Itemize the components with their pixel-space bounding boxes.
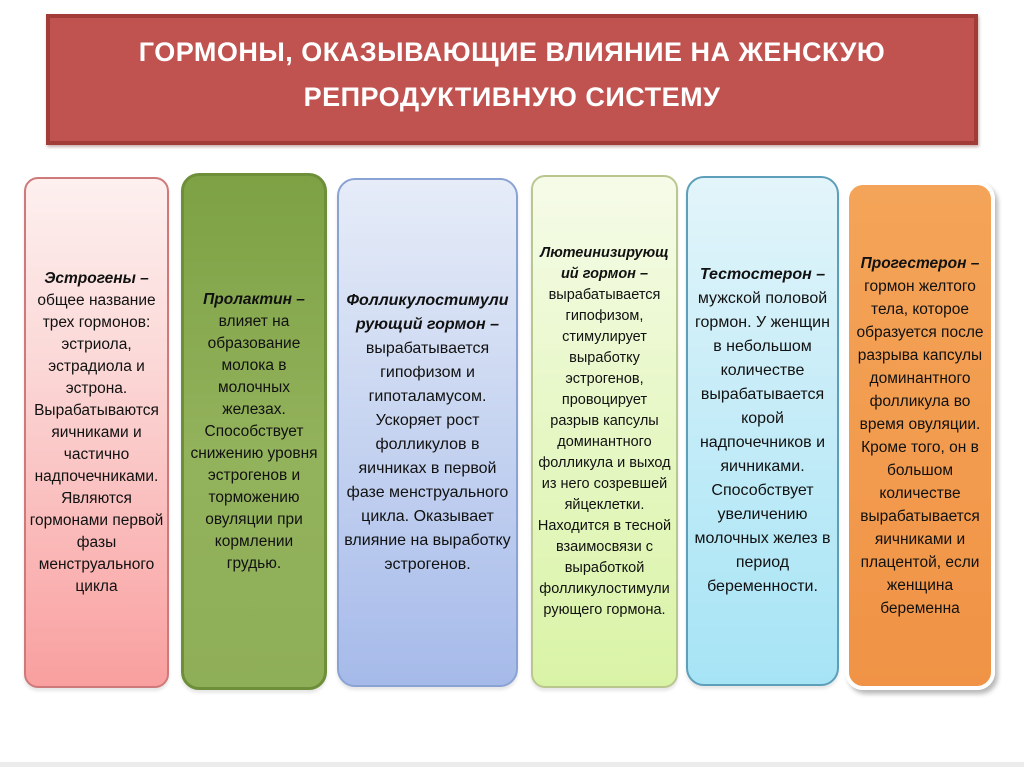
- hormone-name: Тестостерон –: [699, 266, 826, 283]
- hormone-name: Эстрогены –: [44, 269, 149, 287]
- hormone-card-estrogens: [24, 177, 169, 688]
- hormone-card-progesterone: [845, 181, 995, 690]
- hormone-name: Прогестерон –: [860, 254, 980, 272]
- hormone-name: Пролактин –: [203, 290, 305, 308]
- card-text: [688, 257, 837, 605]
- bottom-edge-bar: [0, 762, 1024, 767]
- card-text: [533, 237, 676, 627]
- hormone-card-testosterone: [686, 176, 839, 686]
- title-box: [46, 14, 978, 145]
- hormone-name: Фолликулостимулирующий гормон –: [346, 291, 509, 333]
- card-text: [26, 262, 167, 604]
- hormone-description: мужской половой гормон. У женщин в небольшом количестве вырабатывается корой надпочечников и яичниками. Способствует увеличению молочных желез в период беременности.: [694, 290, 831, 595]
- hormone-description: вырабатывается гипофизом, стимулирует выработку эстрогенов, провоцирует разрыв капсулы доминантного фолликула и выход из него созревшей яйцеклетки. Находится в тесной взаимосвязи с выработкой фолликулостимулирующего гормона.: [537, 286, 672, 618]
- hormone-card-follicle-stimulating: [337, 178, 518, 687]
- card-text: [849, 246, 991, 626]
- hormone-card-luteinizing: [531, 175, 678, 688]
- slide-title: ГОРМОНЫ, ОКАЗЫВАЮЩИЕ ВЛИЯНИЕ НА ЖЕНСКУЮ РЕПРОДУКТИВНУЮ СИСТЕМУ: [138, 37, 886, 112]
- hormone-description: гормон желтого тела, которое образуется после разрыва капсулы доминантного фолликула во время овуляции. Кроме того, он в большом количестве вырабатывается яичниками и плацентой, если женщина беременна: [856, 277, 984, 617]
- card-text: [184, 283, 324, 581]
- card-text: [339, 283, 516, 583]
- hormone-description: общее название трех гормонов: эстриола, эстрадиола и эстрона. Вырабатываются яичниками и частично надпочечниками. Являются гормонами первой фазы менструального цикла: [29, 291, 164, 595]
- hormone-description: влияет на образование молока в молочных железах. Способствует снижению уровня эстрогенов и торможению овуляции при кормлении грудью.: [190, 312, 318, 572]
- hormone-name: Лютеинизирующий гормон –: [540, 244, 669, 282]
- hormone-description: вырабатывается гипофизом и гипоталамусом. Ускоряет рост фолликулов в яичниках в первой фазе менструального цикла. Оказывает влияние на выработку эстрогенов.: [344, 339, 511, 573]
- hormone-card-prolactin: [181, 173, 327, 690]
